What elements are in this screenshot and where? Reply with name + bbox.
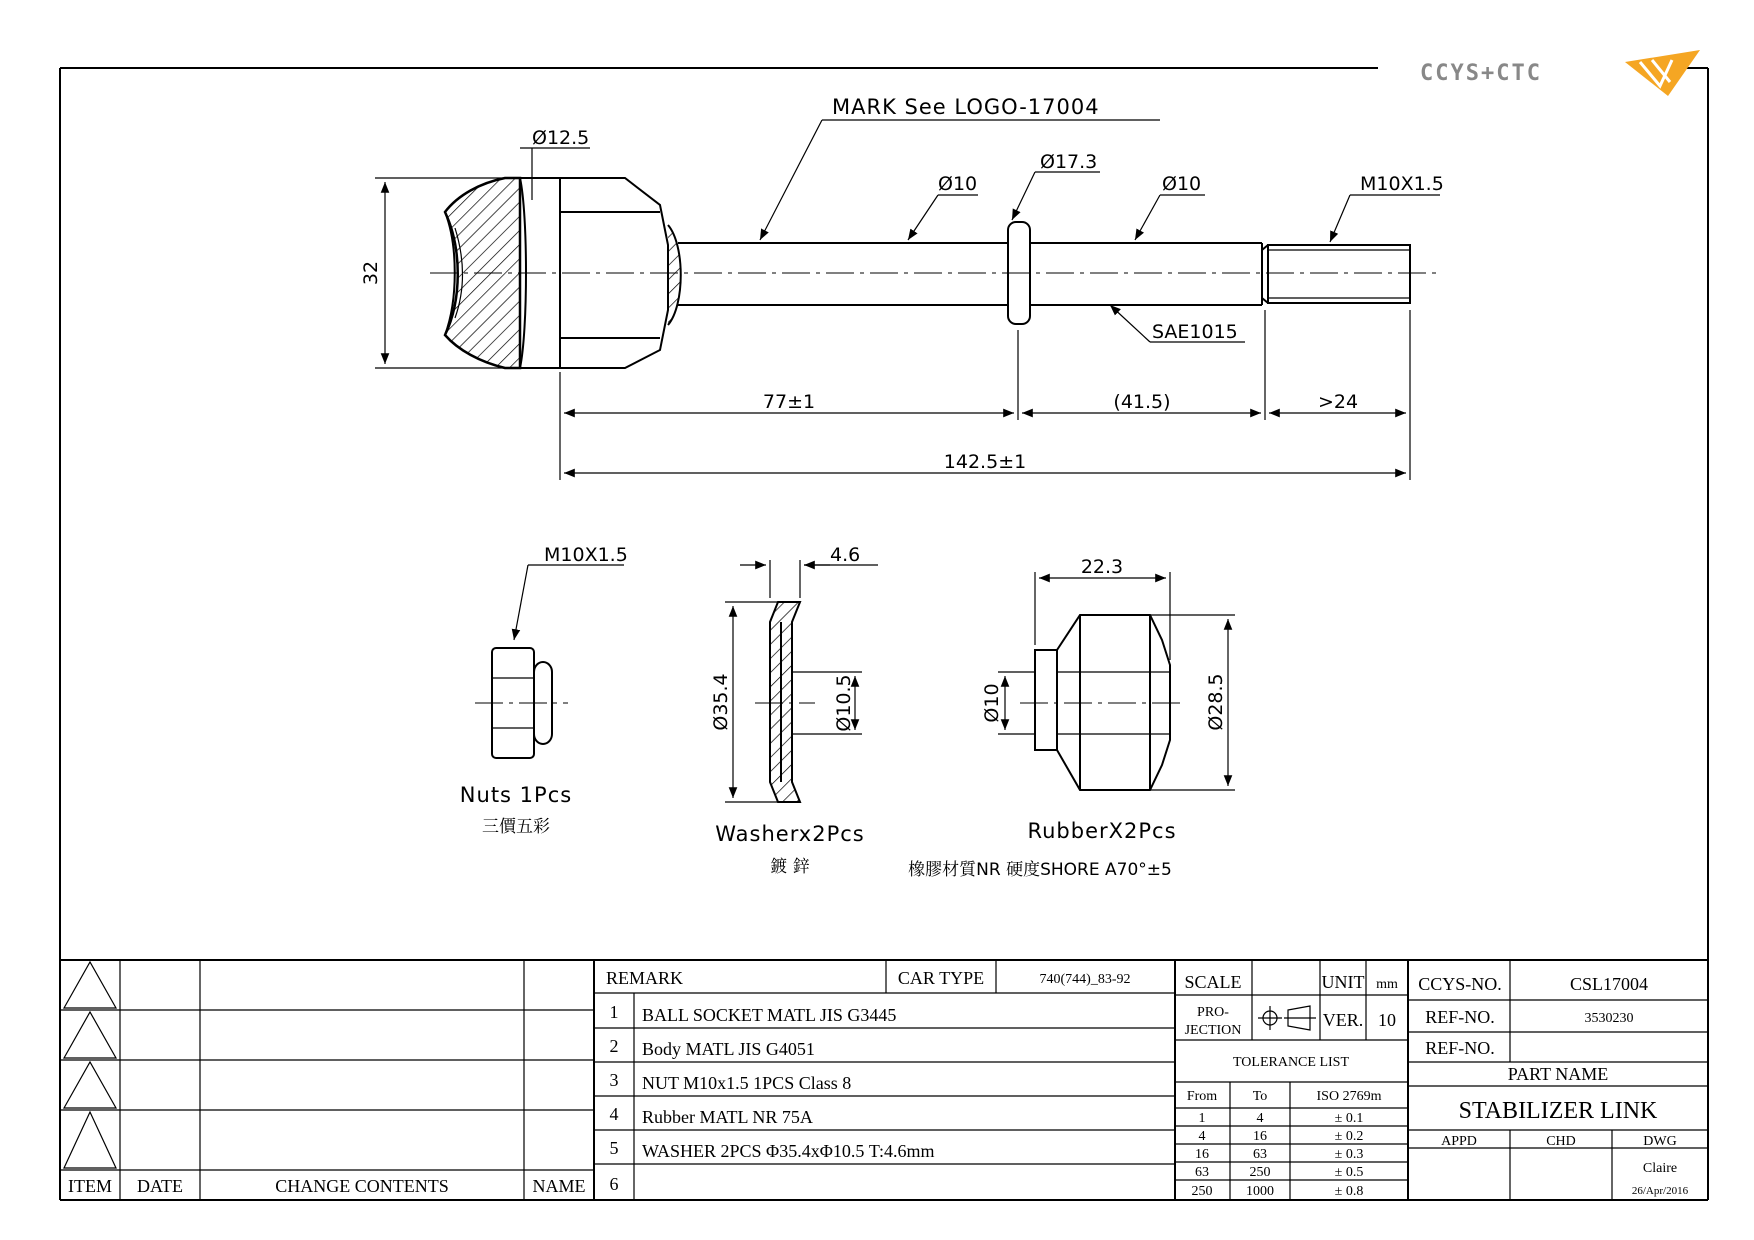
tol-cell: 4 — [1198, 1129, 1206, 1144]
ref-label: REF-NO. — [1425, 1038, 1495, 1058]
dim-shaft-dia-2: Ø10 — [1162, 173, 1202, 195]
rev-header-date: DATE — [137, 1176, 183, 1196]
threaded-end — [1268, 245, 1410, 303]
ref-label: REF-NO. — [1425, 1007, 1495, 1027]
remark-no: 4 — [609, 1104, 619, 1124]
id-block — [1408, 960, 1708, 1200]
title-block — [60, 960, 1708, 1200]
projection-symbol-icon — [1258, 1006, 1316, 1030]
nut-note: 三價五彩 — [482, 817, 550, 837]
revision-triangle-icon — [64, 962, 116, 1168]
dim-thread: M10X1.5 — [1360, 173, 1444, 195]
tol-cell: 1 — [1198, 1111, 1206, 1126]
rubber-id: Ø10 — [981, 683, 1003, 723]
rev-header-item: ITEM — [68, 1176, 112, 1196]
nut-view — [460, 544, 628, 837]
car-type-label: CAR TYPE — [897, 968, 985, 988]
scale-tolerance-block — [1175, 960, 1408, 1200]
tol-cell: 16 — [1195, 1147, 1209, 1162]
scale-label: SCALE — [1184, 972, 1242, 992]
projection-label: PRO- — [1197, 1005, 1229, 1020]
rubber-label: RubberX2Pcs — [1027, 819, 1177, 843]
tol-cell: ± 0.2 — [1334, 1129, 1364, 1144]
rev-header-change: CHANGE CONTENTS — [275, 1176, 449, 1196]
svg-text:CCYS+CTC: CCYS+CTC — [1420, 61, 1542, 86]
tol-cell: 1000 — [1246, 1184, 1274, 1199]
projection-label: JECTION — [1184, 1023, 1242, 1038]
tol-cell: 250 — [1191, 1184, 1213, 1199]
rubber-width: 22.3 — [1080, 556, 1124, 578]
remark-title: REMARK — [606, 968, 684, 988]
washer-od: Ø35.4 — [710, 673, 732, 731]
tol-cell: ± 0.3 — [1334, 1147, 1364, 1162]
ver-label: VER. — [1322, 1010, 1364, 1030]
washer-view — [710, 544, 878, 877]
car-type-value: 740(744)_83-92 — [1039, 972, 1131, 987]
unit-value: mm — [1376, 977, 1398, 992]
rev-header-name: NAME — [532, 1176, 586, 1196]
dwg-name: Claire — [1642, 1161, 1678, 1176]
dim-length-3: >24 — [1317, 391, 1359, 413]
nut-label: Nuts 1Pcs — [459, 783, 573, 807]
dim-height: 32 — [360, 260, 382, 286]
chd-label: CHD — [1546, 1134, 1576, 1149]
ref-value: 3530230 — [1584, 1011, 1634, 1026]
washer-id: Ø10.5 — [833, 674, 855, 732]
mark-note: MARK See LOGO-17004 — [832, 95, 1100, 119]
remark-text: Body MATL JIS G4051 — [642, 1039, 815, 1059]
remark-no: 5 — [609, 1138, 619, 1158]
washer-thickness: 4.6 — [830, 544, 861, 566]
nut-thread: M10X1.5 — [544, 544, 628, 566]
dim-length-1: 77±1 — [762, 391, 816, 413]
part-name: STABILIZER LINK — [1458, 1098, 1658, 1124]
company-logo — [1420, 50, 1700, 96]
tol-cell: 16 — [1253, 1129, 1267, 1144]
remark-no: 6 — [609, 1174, 619, 1194]
dim-collar-dia: Ø17.3 — [1040, 151, 1098, 173]
tol-header: To — [1252, 1089, 1268, 1104]
rubber-od: Ø28.5 — [1205, 673, 1227, 731]
ver-value: 10 — [1378, 1010, 1396, 1030]
remark-text: BALL SOCKET MATL JIS G3445 — [642, 1005, 897, 1025]
rubber-note: 橡膠材質NR 硬度SHORE A70°±5 — [908, 860, 1172, 880]
tol-header: From — [1186, 1089, 1218, 1104]
rubber-view — [908, 556, 1235, 880]
dwg-date: 26/Apr/2016 — [1631, 1185, 1689, 1197]
dim-length-total: 142.5±1 — [943, 451, 1027, 473]
dim-shaft-dia-1: Ø10 — [938, 173, 978, 195]
dim-ball-dia: Ø12.5 — [532, 127, 590, 149]
remark-text: WASHER 2PCS Φ35.4xΦ10.5 T:4.6mm — [642, 1141, 935, 1161]
dim-length-2: (41.5) — [1113, 391, 1171, 413]
revision-table — [60, 960, 594, 1200]
washer-label: Washerx2Pcs — [715, 822, 865, 846]
ccys-label: CCYS-NO. — [1418, 974, 1502, 994]
appd-label: APPD — [1441, 1134, 1477, 1149]
remark-no: 1 — [609, 1002, 619, 1022]
drawing-frame — [60, 68, 1708, 1200]
tol-cell: 63 — [1195, 1165, 1209, 1180]
tol-cell: ± 0.8 — [1334, 1184, 1364, 1199]
unit-label: UNIT — [1321, 972, 1365, 992]
tol-cell: ± 0.5 — [1334, 1165, 1364, 1180]
main-view-stabilizer-link — [360, 95, 1444, 480]
remark-text: Rubber MATL NR 75A — [642, 1107, 813, 1127]
tolerance-title: TOLERANCE LIST — [1232, 1055, 1350, 1070]
dwg-label: DWG — [1643, 1134, 1677, 1149]
tol-cell: 250 — [1249, 1165, 1271, 1180]
remark-text: NUT M10x1.5 1PCS Class 8 — [642, 1073, 852, 1093]
tol-cell: 63 — [1253, 1147, 1267, 1162]
tol-header: ISO 2769m — [1316, 1089, 1382, 1104]
remarks-table — [594, 960, 1175, 1200]
remark-no: 2 — [609, 1036, 619, 1056]
ccys-value: CSL17004 — [1569, 974, 1649, 994]
washer-note: 鍍 鋅 — [770, 857, 810, 877]
remark-no: 3 — [609, 1070, 619, 1090]
tol-cell: 4 — [1256, 1111, 1264, 1126]
material-label: SAE1015 — [1152, 321, 1238, 343]
tol-cell: ± 0.1 — [1334, 1111, 1364, 1126]
part-name-label: PART NAME — [1507, 1064, 1609, 1084]
